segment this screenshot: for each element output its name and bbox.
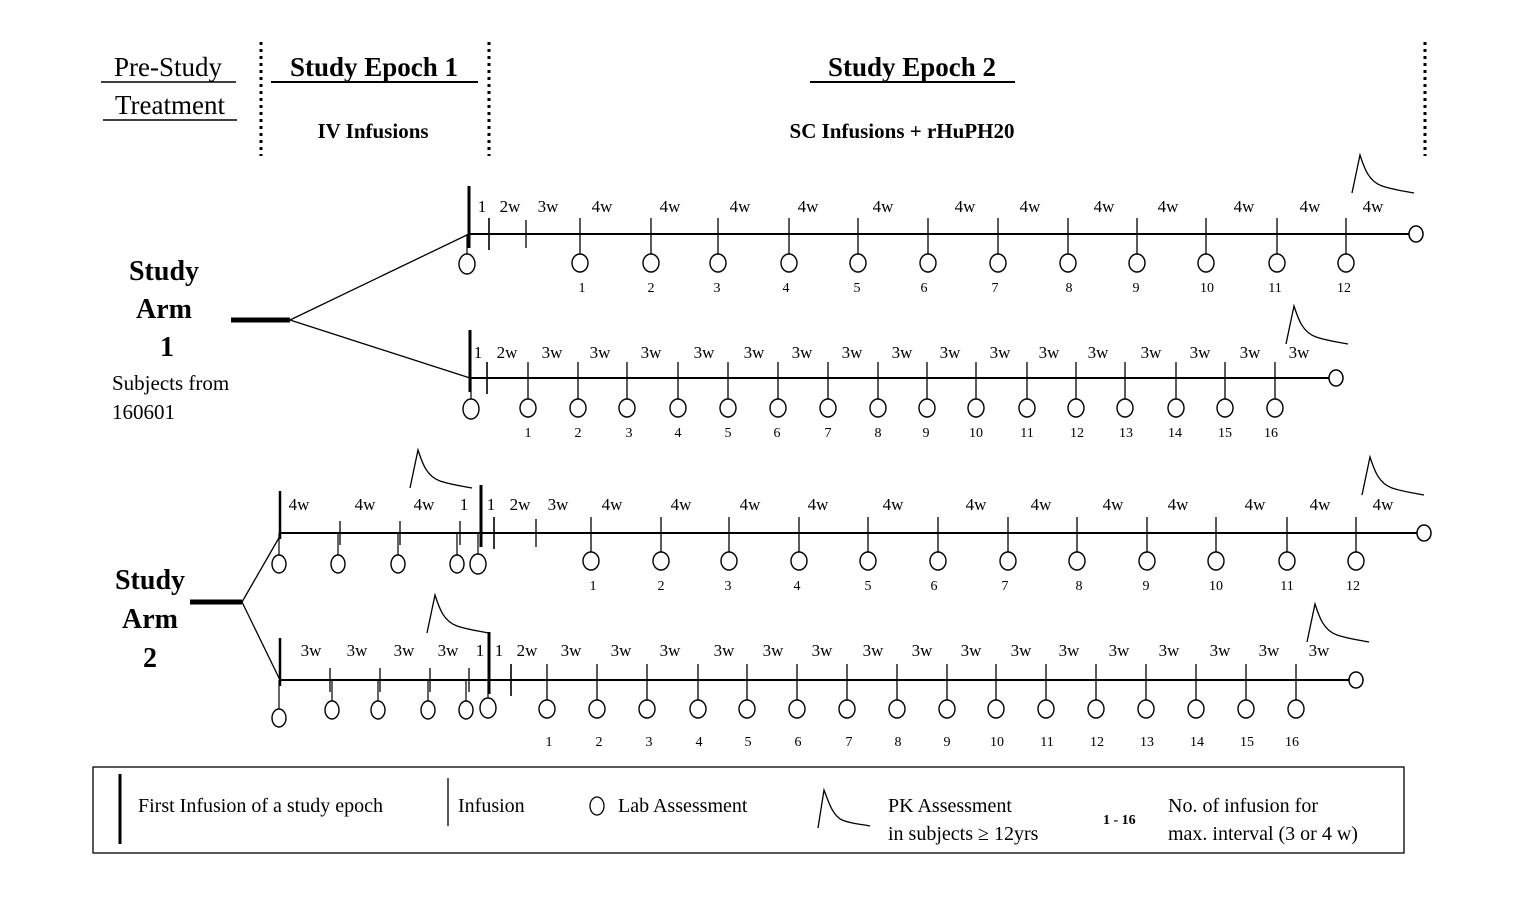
infusion-number: 15 <box>1218 426 1232 441</box>
lab-assessment-circle <box>570 399 586 417</box>
interval-label: 3w <box>1087 343 1109 362</box>
lab-assessment-circle <box>710 254 726 272</box>
infusion-number: 5 <box>744 735 752 750</box>
lab-assessment-circle <box>919 399 935 417</box>
lab-assessment-circle <box>1238 700 1254 718</box>
interval-label: 3w <box>713 641 735 660</box>
interval-label: 3w <box>560 641 582 660</box>
legend-pk-line1: PK Assessment <box>888 795 1012 817</box>
arm1-note-line1: Subjects from <box>112 371 230 395</box>
infusion-number: 1 <box>545 735 553 750</box>
infusion-number: 14 <box>1168 426 1182 441</box>
interval-label: 3w <box>693 343 715 362</box>
header-pre-study <box>101 52 237 120</box>
infusion-number: 10 <box>1209 579 1223 594</box>
lab-assessment-circle <box>990 254 1006 272</box>
epoch1-subtitle: IV Infusions <box>317 119 429 143</box>
infusion-number: 13 <box>1119 426 1133 441</box>
infusion-number: 9 <box>1142 579 1150 594</box>
lab-assessment-circle <box>1068 399 1084 417</box>
lab-assessment-circle <box>930 552 946 570</box>
infusion-number: 7 <box>1001 579 1009 594</box>
pre-study-label-line2: Treatment <box>115 90 225 120</box>
lab-assessment-circle <box>870 399 886 417</box>
interval-label: 3w <box>1158 641 1180 660</box>
epoch2-title: Study Epoch 2 <box>827 52 997 82</box>
legend <box>93 767 1404 853</box>
lab-assessment-circle <box>589 700 605 718</box>
legend-pk-line2: in subjects ≥ 12yrs <box>888 823 1039 845</box>
legend-first-infusion: First Infusion of a study epoch <box>138 795 383 817</box>
legend-maxint-line1: No. of infusion for <box>1168 795 1318 817</box>
lab-assessment-circle <box>1267 399 1283 417</box>
lab-assessment-circle <box>639 700 655 718</box>
infusion-number: 4 <box>793 579 801 594</box>
interval-label: 4w <box>1362 197 1384 216</box>
lab-assessment-circle <box>1117 399 1133 417</box>
lab-assessment-circle <box>1038 700 1054 718</box>
lab-assessment-circle <box>1168 399 1184 417</box>
lab-assessment-circle <box>470 554 486 574</box>
interval-label: 3w <box>743 343 765 362</box>
interval-label: 2w <box>496 343 518 362</box>
lab-assessment-circle <box>1338 254 1354 272</box>
lab-assessment-circle <box>860 552 876 570</box>
interval-label: 3w <box>1010 641 1032 660</box>
interval-label: 3w <box>1258 641 1280 660</box>
infusion-number: 6 <box>930 579 938 594</box>
pre-interval-label: 1 <box>475 641 485 660</box>
interval-label: 4w <box>1299 197 1321 216</box>
interval-label: 4w <box>965 495 987 514</box>
lab-assessment-circle <box>690 700 706 718</box>
pk-assessment-curve <box>427 595 489 633</box>
interval-label: 3w <box>589 343 611 362</box>
infusion-number: 12 <box>1337 281 1351 296</box>
lab-assessment-circle <box>791 552 807 570</box>
infusion-number: 5 <box>853 281 861 296</box>
infusion-number: 2 <box>657 579 665 594</box>
timeline-arm1-top <box>459 155 1423 296</box>
lab-assessment-circle <box>889 700 905 718</box>
infusion-number: 6 <box>920 281 928 296</box>
lab-assessment-circle <box>720 399 736 417</box>
arm1-label-line1: Study <box>128 256 200 287</box>
lab-assessment-circle <box>583 552 599 570</box>
pre-interval-label: 4w <box>413 495 435 514</box>
epoch1-title: Study Epoch 1 <box>289 52 459 82</box>
infusion-number: 13 <box>1140 735 1154 750</box>
lab-assessment-circle <box>739 700 755 718</box>
interval-label: 3w <box>547 495 569 514</box>
interval-label: 3w <box>791 343 813 362</box>
lab-assessment-circle <box>272 709 286 727</box>
arm1-label <box>112 256 229 424</box>
interval-label: 4w <box>1244 495 1266 514</box>
infusion-number: 6 <box>773 426 781 441</box>
infusion-number: 11 <box>1040 735 1054 750</box>
infusion-number: 10 <box>990 735 1004 750</box>
infusion-number: 8 <box>1075 579 1083 594</box>
pk-curve-symbol <box>818 790 870 828</box>
lab-assessment-circle <box>1060 254 1076 272</box>
infusion-number: 1 <box>578 281 586 296</box>
end-circle <box>1349 672 1363 688</box>
lab-assessment-circle <box>1217 399 1233 417</box>
lab-assessment-circle <box>988 700 1004 718</box>
infusion-number: 12 <box>1346 579 1360 594</box>
lab-assessment-circle <box>371 701 385 719</box>
lab-assessment-circle <box>920 254 936 272</box>
pre-interval-label: 3w <box>437 641 459 660</box>
lab-assessment-circle <box>1279 552 1295 570</box>
interval-label: 4w <box>1030 495 1052 514</box>
end-circle <box>1417 525 1431 541</box>
interval-label: 4w <box>1102 495 1124 514</box>
lab-assessment-circle <box>839 700 855 718</box>
interval-label: 3w <box>1058 641 1080 660</box>
arm1-note-line2: 160601 <box>112 400 175 424</box>
infusion-number: 5 <box>864 579 872 594</box>
lab-assessment-circle <box>463 399 479 419</box>
interval-label: 3w <box>989 343 1011 362</box>
lab-assessment-circle <box>770 399 786 417</box>
interval-label: 4w <box>1372 495 1394 514</box>
lab-assessment-circle <box>1129 254 1145 272</box>
arm2-branch <box>190 536 280 680</box>
interval-label: 3w <box>1189 343 1211 362</box>
interval-label: 3w <box>891 343 913 362</box>
pk-assessment-curve <box>410 450 472 488</box>
lab-assessment-circle <box>459 701 473 719</box>
timeline-arm2-top <box>272 450 1431 594</box>
infusion-number: 6 <box>794 735 802 750</box>
interval-label: 3w <box>862 641 884 660</box>
lab-assessment-circle <box>1138 700 1154 718</box>
interval-label: 2w <box>509 495 531 514</box>
infusion-number: 8 <box>894 735 902 750</box>
lab-assessment-circle <box>653 552 669 570</box>
infusion-number: 3 <box>724 579 732 594</box>
lab-assessment-circle <box>619 399 635 417</box>
infusion-number: 9 <box>922 426 930 441</box>
infusion-number: 7 <box>824 426 832 441</box>
interval-label: 3w <box>537 197 559 216</box>
interval-label: 1 <box>477 197 487 216</box>
pre-study-label-line1: Pre-Study <box>114 52 222 82</box>
pk-assessment-curve <box>1362 457 1424 495</box>
interval-label: 3w <box>610 641 632 660</box>
infusion-number: 9 <box>943 735 951 750</box>
pre-interval-label: 3w <box>346 641 368 660</box>
lab-assessment-circle <box>850 254 866 272</box>
infusion-number: 10 <box>969 426 983 441</box>
interval-label: 4w <box>1167 495 1189 514</box>
legend-maxint-line2: max. interval (3 or 4 w) <box>1168 823 1358 845</box>
end-circle <box>1409 226 1423 242</box>
lab-assessment-circle <box>325 701 339 719</box>
timeline-arm1-bottom <box>463 306 1348 441</box>
legend-range: 1 - 16 <box>1103 813 1136 828</box>
pk-assessment-curve <box>1352 155 1414 193</box>
lab-assessment-circle <box>820 399 836 417</box>
interval-label: 4w <box>1309 495 1331 514</box>
interval-label: 3w <box>911 641 933 660</box>
lab-assessment-circle <box>1348 552 1364 570</box>
lab-assessment-circle <box>459 254 475 274</box>
lab-assessment-circle <box>1139 552 1155 570</box>
interval-label: 4w <box>670 495 692 514</box>
interval-label: 4w <box>1157 197 1179 216</box>
lab-assessment-circle <box>781 254 797 272</box>
lab-assessment-circle <box>331 555 345 573</box>
lab-assessment-circle <box>480 698 496 718</box>
interval-label: 3w <box>1288 343 1310 362</box>
infusion-number: 9 <box>1132 281 1140 296</box>
interval-label: 1 <box>486 495 496 514</box>
infusion-number: 14 <box>1190 735 1204 750</box>
interval-label: 4w <box>601 495 623 514</box>
interval-label: 4w <box>954 197 976 216</box>
lab-assessment-circle <box>1000 552 1016 570</box>
lab-assessment-circle <box>670 399 686 417</box>
interval-label: 3w <box>1038 343 1060 362</box>
interval-label: 3w <box>659 641 681 660</box>
lab-assessment-circle <box>1188 700 1204 718</box>
infusion-number: 5 <box>724 426 732 441</box>
infusion-number: 11 <box>1280 579 1294 594</box>
interval-label: 4w <box>882 495 904 514</box>
arm1-label-line2: Arm <box>136 294 192 325</box>
interval-label: 4w <box>739 495 761 514</box>
interval-label: 3w <box>640 343 662 362</box>
interval-label: 4w <box>797 197 819 216</box>
pre-interval-label: 1 <box>459 495 469 514</box>
lab-assessment-circle <box>539 700 555 718</box>
legend-lab: Lab Assessment <box>618 795 748 817</box>
infusion-number: 7 <box>991 281 999 296</box>
infusion-number: 1 <box>524 426 532 441</box>
interval-label: 3w <box>1108 641 1130 660</box>
lab-assessment-circle <box>643 254 659 272</box>
infusion-number: 2 <box>574 426 582 441</box>
interval-label: 3w <box>939 343 961 362</box>
lab-assessment-circle <box>1208 552 1224 570</box>
timeline-arm2-bottom <box>272 595 1369 750</box>
interval-label: 3w <box>841 343 863 362</box>
lab-assessment-circle <box>1069 552 1085 570</box>
interval-label: 4w <box>807 495 829 514</box>
pk-assessment-curve <box>1307 604 1369 642</box>
lab-assessment-circle <box>789 700 805 718</box>
infusion-number: 12 <box>1070 426 1084 441</box>
arm2-label-line1: Study <box>114 565 186 596</box>
infusion-number: 3 <box>625 426 633 441</box>
timelines <box>272 155 1431 750</box>
interval-label: 3w <box>811 641 833 660</box>
lab-assessment-circle <box>968 399 984 417</box>
interval-label: 4w <box>1233 197 1255 216</box>
header-epoch1 <box>271 52 478 143</box>
lab-assessment-circle <box>520 399 536 417</box>
infusion-number: 3 <box>713 281 721 296</box>
infusion-number: 3 <box>645 735 653 750</box>
lab-assessment-circle <box>272 555 286 573</box>
interval-label: 4w <box>659 197 681 216</box>
arm2-label <box>115 565 185 674</box>
interval-label: 2w <box>499 197 521 216</box>
lab-assessment-circle <box>421 701 435 719</box>
lab-assessment-circle <box>450 555 464 573</box>
interval-label: 3w <box>960 641 982 660</box>
lab-assessment-circle <box>939 700 955 718</box>
epoch2-subtitle: SC Infusions + rHuPH20 <box>789 119 1015 143</box>
lab-assessment-circle <box>391 555 405 573</box>
infusion-number: 2 <box>595 735 603 750</box>
infusion-number: 16 <box>1264 426 1278 441</box>
interval-label: 3w <box>1239 343 1261 362</box>
infusion-number: 8 <box>1065 281 1073 296</box>
arm1-branch <box>231 234 470 378</box>
infusion-number: 15 <box>1240 735 1254 750</box>
lab-assessment-circle <box>572 254 588 272</box>
pre-interval-label: 3w <box>300 641 322 660</box>
header-epoch2 <box>790 52 1015 143</box>
infusion-number: 10 <box>1200 281 1214 296</box>
lab-assessment-circle <box>1088 700 1104 718</box>
lab-assessment-circle <box>1288 700 1304 718</box>
arm2-label-line2: Arm <box>122 604 178 635</box>
infusion-number: 16 <box>1285 735 1299 750</box>
arm1-label-line3: 1 <box>160 332 174 363</box>
infusion-number: 11 <box>1020 426 1034 441</box>
interval-label: 1 <box>473 343 483 362</box>
legend-infusion: Infusion <box>458 795 525 817</box>
infusion-number: 2 <box>647 281 655 296</box>
infusion-number: 11 <box>1268 281 1282 296</box>
infusion-number: 7 <box>845 735 853 750</box>
pk-assessment-curve <box>1286 306 1348 344</box>
lab-assessment-circle <box>721 552 737 570</box>
lab-assessment-circle <box>1019 399 1035 417</box>
interval-label: 3w <box>762 641 784 660</box>
infusion-number: 4 <box>695 735 703 750</box>
interval-label: 3w <box>1209 641 1231 660</box>
pre-interval-label: 4w <box>354 495 376 514</box>
infusion-number: 4 <box>674 426 682 441</box>
interval-label: 3w <box>1308 641 1330 660</box>
interval-label: 4w <box>591 197 613 216</box>
interval-label: 3w <box>541 343 563 362</box>
infusion-number: 1 <box>589 579 597 594</box>
interval-label: 3w <box>1140 343 1162 362</box>
lab-assessment-circle <box>1269 254 1285 272</box>
infusion-number: 8 <box>874 426 882 441</box>
infusion-number: 12 <box>1090 735 1104 750</box>
interval-label: 4w <box>872 197 894 216</box>
lab-assessment-circle <box>1198 254 1214 272</box>
end-circle <box>1329 370 1343 386</box>
interval-label: 4w <box>1093 197 1115 216</box>
lab-assessment-symbol <box>590 797 604 815</box>
interval-label: 4w <box>729 197 751 216</box>
infusion-number: 4 <box>782 281 790 296</box>
pre-interval-label: 4w <box>288 495 310 514</box>
arm2-label-line3: 2 <box>143 643 157 674</box>
interval-label: 2w <box>516 641 538 660</box>
interval-label: 4w <box>1019 197 1041 216</box>
pre-interval-label: 3w <box>393 641 415 660</box>
interval-label: 1 <box>494 641 504 660</box>
